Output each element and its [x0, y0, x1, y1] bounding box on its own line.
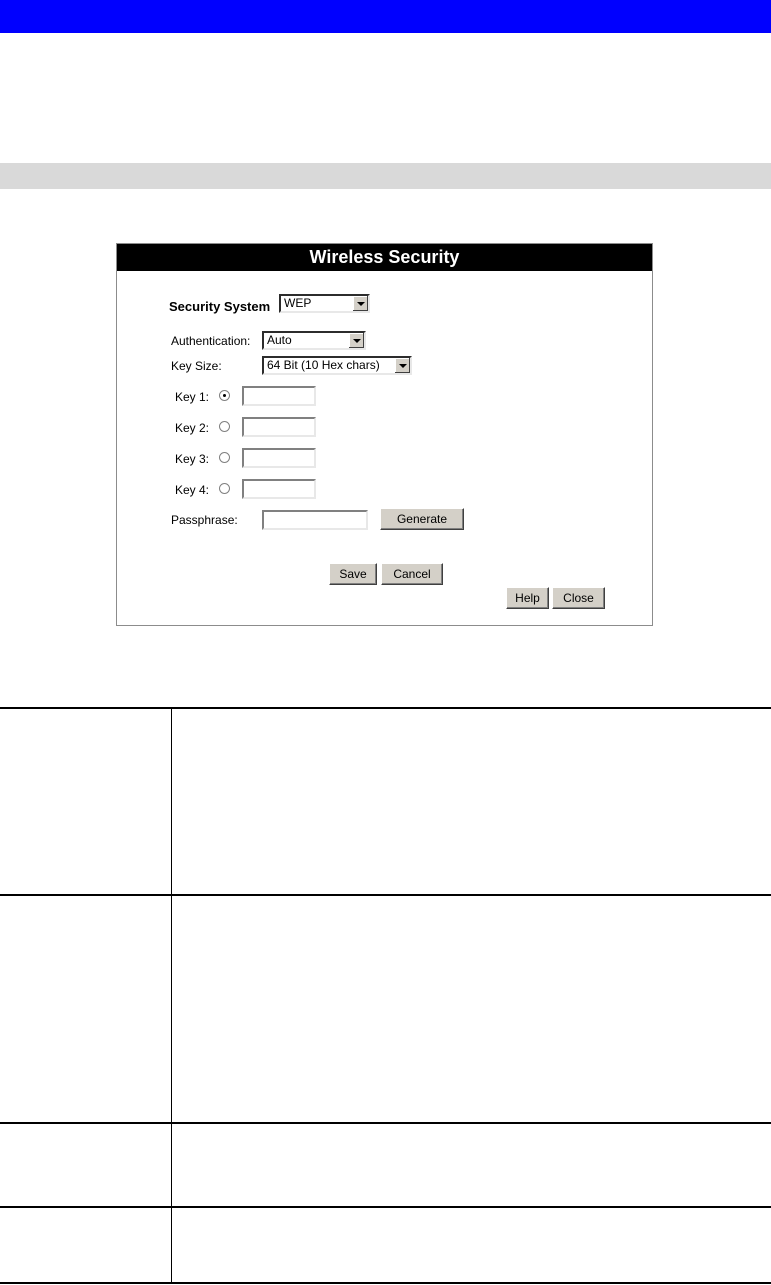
key-4-label: Key 4:	[175, 483, 210, 497]
key-size-value: 64 Bit (10 Hex chars)	[267, 358, 380, 372]
wireless-security-dialog	[116, 243, 653, 626]
generate-button[interactable]: Generate	[380, 508, 464, 530]
help-button[interactable]: Help	[506, 587, 549, 609]
key-4-input[interactable]	[242, 479, 316, 499]
key-1-input[interactable]	[242, 386, 316, 406]
key-1-label: Key 1:	[175, 390, 210, 404]
authentication-select[interactable]	[262, 331, 366, 350]
table-bottom-border	[0, 1282, 771, 1284]
security-system-value: WEP	[284, 296, 312, 310]
key-4-radio[interactable]	[219, 483, 230, 494]
key-3-input[interactable]	[242, 448, 316, 468]
header-bar	[0, 0, 771, 33]
table-row	[0, 1206, 771, 1208]
section-bar	[0, 163, 771, 189]
authentication-value: Auto	[267, 333, 292, 347]
security-system-label: Security System	[169, 299, 271, 314]
key-2-input[interactable]	[242, 417, 316, 437]
passphrase-label: Passphrase:	[171, 513, 238, 527]
dialog-title: Wireless Security	[117, 244, 652, 271]
cancel-button[interactable]: Cancel	[381, 563, 443, 585]
save-button[interactable]: Save	[329, 563, 377, 585]
table-row	[0, 894, 771, 896]
chevron-down-icon[interactable]	[352, 296, 368, 311]
key-3-radio[interactable]	[219, 452, 230, 463]
key-1-radio[interactable]	[219, 390, 230, 401]
table-column-divider	[171, 707, 172, 1283]
passphrase-input[interactable]	[262, 510, 368, 530]
table-row	[0, 1122, 771, 1124]
chevron-down-icon[interactable]	[394, 358, 410, 373]
authentication-label: Authentication:	[171, 334, 251, 348]
key-2-label: Key 2:	[175, 421, 210, 435]
close-button[interactable]: Close	[552, 587, 605, 609]
security-system-select[interactable]	[279, 294, 370, 313]
table-row	[0, 707, 771, 709]
key-size-label: Key Size:	[171, 359, 222, 373]
key-3-label: Key 3:	[175, 452, 210, 466]
key-2-radio[interactable]	[219, 421, 230, 432]
key-size-select[interactable]	[262, 356, 412, 375]
chevron-down-icon[interactable]	[348, 333, 364, 348]
